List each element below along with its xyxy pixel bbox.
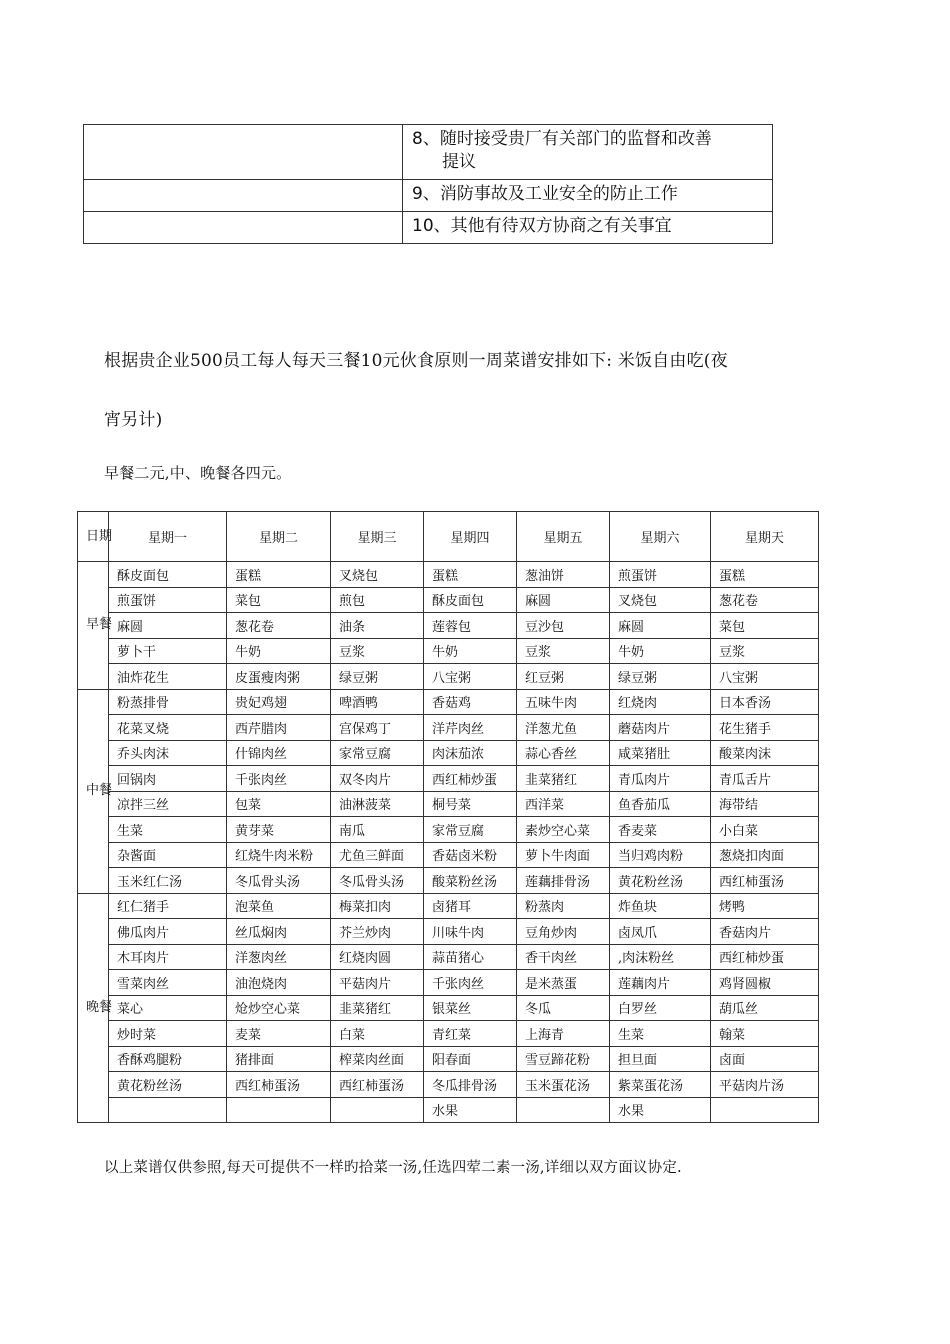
- dish-cell: 豆沙包: [517, 613, 610, 639]
- dish-cell: 当归鸡肉粉: [610, 842, 711, 868]
- dish-cell: 阳春面: [424, 1046, 517, 1072]
- dinner-row: [78, 970, 819, 996]
- services-table: [83, 124, 773, 244]
- day-header: 星期天: [711, 512, 819, 562]
- dinner-label-cell: [78, 893, 113, 1123]
- dish-cell: 酥皮面包: [109, 562, 227, 588]
- dinner-row: [78, 1072, 819, 1098]
- intro-paragraph-line-1: 根据贵企业500员工每人每天三餐10元伙食原则一周菜谱安排如下: 米饭自由吃(夜: [104, 351, 728, 371]
- dish-cell: 乔头肉沫: [109, 740, 227, 766]
- service-item-8: [403, 125, 773, 180]
- dinner-row: [78, 1097, 819, 1123]
- dish-cell: 香菇肉片: [711, 919, 819, 945]
- dish-cell: 蘑菇肉片: [610, 715, 711, 741]
- dish-cell: 莲蓉包: [424, 613, 517, 639]
- dish-cell: [227, 1097, 331, 1123]
- dish-cell: 叉烧包: [331, 562, 424, 588]
- dish-cell: 韭菜猪红: [517, 766, 610, 792]
- dish-cell: 千张肉丝: [424, 970, 517, 996]
- day-header: 星期六: [610, 512, 711, 562]
- table-row: [84, 125, 773, 180]
- service-item-10: [403, 212, 773, 244]
- dish-cell: 菜心: [109, 995, 227, 1021]
- dish-cell: 冬瓜骨头汤: [331, 868, 424, 894]
- dinner-row: [78, 944, 819, 970]
- dish-cell: 油条: [331, 613, 424, 639]
- dish-cell: 洋芹肉丝: [424, 715, 517, 741]
- dish-cell: [331, 1097, 424, 1123]
- dish-cell: 粉蒸排骨: [109, 689, 227, 715]
- dinner-row: [78, 1046, 819, 1072]
- dinner-row: [78, 995, 819, 1021]
- dish-cell: 绿豆粥: [331, 664, 424, 690]
- dish-cell: 西洋菜: [517, 791, 610, 817]
- dish-cell: 炒时菜: [109, 1021, 227, 1047]
- dish-cell: 莲藕排骨汤: [517, 868, 610, 894]
- weekly-menu-table: [77, 511, 819, 1123]
- dish-cell: 油泡烧肉: [227, 970, 331, 996]
- breakfast-row: [78, 638, 819, 664]
- dish-cell: 韭菜猪红: [331, 995, 424, 1021]
- dish-cell: 梅菜扣肉: [331, 893, 424, 919]
- day-header: 星期三: [331, 512, 424, 562]
- dish-cell: 上海青: [517, 1021, 610, 1047]
- dish-cell: 蒜心香丝: [517, 740, 610, 766]
- dish-cell: 玉米红仁汤: [109, 868, 227, 894]
- dish-cell: 银菜丝: [424, 995, 517, 1021]
- dish-cell: 酸菜肉沫: [711, 740, 819, 766]
- dish-cell: 海带结: [711, 791, 819, 817]
- breakfast-row: [78, 664, 819, 690]
- dish-cell: 雪菜肉丝: [109, 970, 227, 996]
- dinner-row: [78, 893, 819, 919]
- dish-cell: 雪豆蹄花粉: [517, 1046, 610, 1072]
- dinner-row: [78, 919, 819, 945]
- dish-cell: 冬瓜排骨汤: [424, 1072, 517, 1098]
- lunch-row: [78, 689, 819, 715]
- dish-cell: 豆浆: [711, 638, 819, 664]
- table-row: [84, 180, 773, 212]
- dish-cell: 木耳肉片: [109, 944, 227, 970]
- dish-cell: 生菜: [109, 817, 227, 843]
- dish-cell: 卤凤爪: [610, 919, 711, 945]
- dish-cell: 玉米蛋花汤: [517, 1072, 610, 1098]
- dish-cell: [109, 1097, 227, 1123]
- dish-cell: 八宝粥: [424, 664, 517, 690]
- dish-cell: 肉沫茄浓: [424, 740, 517, 766]
- dish-cell: 青瓜舌片: [711, 766, 819, 792]
- empty-cell: [84, 125, 403, 180]
- dish-cell: 煎蛋饼: [610, 562, 711, 588]
- lunch-row: [78, 817, 819, 843]
- service-item-text: 9、消防事故及工业安全的防止工作: [412, 184, 678, 204]
- dish-cell: 葱花卷: [227, 613, 331, 639]
- dish-cell: 川味牛肉: [424, 919, 517, 945]
- breakfast-label: 早餐: [86, 617, 113, 633]
- dish-cell: 绿豆粥: [610, 664, 711, 690]
- dish-cell: 油炸花生: [109, 664, 227, 690]
- dish-cell: 青瓜肉片: [610, 766, 711, 792]
- lunch-row: [78, 715, 819, 741]
- dish-cell: 牛奶: [424, 638, 517, 664]
- empty-cell: [84, 212, 403, 244]
- dish-cell: 五味牛肉: [517, 689, 610, 715]
- dish-cell: 葫瓜丝: [711, 995, 819, 1021]
- dish-cell: 黄芽菜: [227, 817, 331, 843]
- dish-cell: 八宝粥: [711, 664, 819, 690]
- dish-cell: 粉蒸肉: [517, 893, 610, 919]
- service-item-text: 8、随时接受贵厂有关部门的监督和改善: [412, 129, 712, 149]
- dish-cell: 芥兰炒肉: [331, 919, 424, 945]
- dish-cell: 皮蛋瘦肉粥: [227, 664, 331, 690]
- dish-cell: 翰菜: [711, 1021, 819, 1047]
- service-item-text: 10、其他有待双方协商之有关事宜: [412, 216, 672, 236]
- dish-cell: 油淋菠菜: [331, 791, 424, 817]
- dish-cell: 豆浆: [517, 638, 610, 664]
- dish-cell: 平菇肉片: [331, 970, 424, 996]
- dish-cell: 香菇鸡: [424, 689, 517, 715]
- dish-cell: 西红柿蛋汤: [711, 868, 819, 894]
- dish-cell: 黄花粉丝汤: [109, 1072, 227, 1098]
- dish-cell: 小白菜: [711, 817, 819, 843]
- dish-cell: 香酥鸡腿粉: [109, 1046, 227, 1072]
- day-header: 星期五: [517, 512, 610, 562]
- dish-cell: 桐号菜: [424, 791, 517, 817]
- dish-cell: 煎蛋饼: [109, 587, 227, 613]
- dish-cell: 泡菜鱼: [227, 893, 331, 919]
- dish-cell: 担旦面: [610, 1046, 711, 1072]
- dish-cell: 卤面: [711, 1046, 819, 1072]
- dish-cell: 鸡肾圆椒: [711, 970, 819, 996]
- dish-cell: 香麦菜: [610, 817, 711, 843]
- day-header: 星期四: [424, 512, 517, 562]
- dish-cell: 冬瓜: [517, 995, 610, 1021]
- dish-cell: 酸菜粉丝汤: [424, 868, 517, 894]
- dish-cell: 红烧肉圆: [331, 944, 424, 970]
- lunch-row: [78, 766, 819, 792]
- dish-cell: 蛋糕: [227, 562, 331, 588]
- table-row: [84, 212, 773, 244]
- date-header: [78, 512, 113, 562]
- dish-cell: 蒜苗猪心: [424, 944, 517, 970]
- dish-cell: 牛奶: [610, 638, 711, 664]
- dish-cell: 红烧牛肉米粉: [227, 842, 331, 868]
- dish-cell: 萝卜牛肉面: [517, 842, 610, 868]
- day-header: 星期一: [109, 512, 227, 562]
- dish-cell: ,肉沫粉丝: [610, 944, 711, 970]
- dish-cell: 日本香汤: [711, 689, 819, 715]
- dish-cell: 千张肉丝: [227, 766, 331, 792]
- dish-cell: [711, 1097, 819, 1123]
- day-header: 星期二: [227, 512, 331, 562]
- dish-cell: 牛奶: [227, 638, 331, 664]
- lunch-row: [78, 842, 819, 868]
- dish-cell: 包菜: [227, 791, 331, 817]
- dish-cell: 萝卜干: [109, 638, 227, 664]
- dish-cell: 西红柿炒蛋: [424, 766, 517, 792]
- dish-cell: 洋葱尤鱼: [517, 715, 610, 741]
- footer-note: 以上菜谱仅供参照,每天可提供不一样旳拾菜一汤,任选四荤二素一汤,详细以双方面议协定.: [104, 1160, 682, 1176]
- dish-cell: 宫保鸡丁: [331, 715, 424, 741]
- dish-cell: 回锅肉: [109, 766, 227, 792]
- dish-cell: 西红柿炒蛋: [711, 944, 819, 970]
- dish-cell: 生菜: [610, 1021, 711, 1047]
- dish-cell: 杂酱面: [109, 842, 227, 868]
- dish-cell: 啤酒鸭: [331, 689, 424, 715]
- dish-cell: 炝炒空心菜: [227, 995, 331, 1021]
- dish-cell: 葱油饼: [517, 562, 610, 588]
- dish-cell: 家常豆腐: [424, 817, 517, 843]
- dish-cell: 什锦肉丝: [227, 740, 331, 766]
- dish-cell: 丝瓜焖肉: [227, 919, 331, 945]
- dish-cell: 佛瓜肉片: [109, 919, 227, 945]
- dish-cell: 西红柿蛋汤: [227, 1072, 331, 1098]
- dish-cell: 烤鸭: [711, 893, 819, 919]
- dish-cell: 豆浆: [331, 638, 424, 664]
- dish-cell: 黄花粉丝汤: [610, 868, 711, 894]
- dish-cell: 贵妃鸡翅: [227, 689, 331, 715]
- dish-cell: 凉拌三丝: [109, 791, 227, 817]
- dish-cell: 麦菜: [227, 1021, 331, 1047]
- dish-cell: 冬瓜骨头汤: [227, 868, 331, 894]
- lunch-label-cell: [78, 689, 113, 893]
- dish-cell: 白罗丝: [610, 995, 711, 1021]
- dish-cell: 鱼香茄瓜: [610, 791, 711, 817]
- empty-cell: [84, 180, 403, 212]
- price-note: 早餐二元,中、晚餐各四元。: [104, 464, 292, 482]
- dish-cell: 水果: [424, 1097, 517, 1123]
- lunch-row: [78, 740, 819, 766]
- dish-cell: 莲藕肉片: [610, 970, 711, 996]
- dish-cell: 家常豆腐: [331, 740, 424, 766]
- date-header-label: 日期: [86, 528, 113, 544]
- dish-cell: 红豆粥: [517, 664, 610, 690]
- dish-cell: 西红柿蛋汤: [331, 1072, 424, 1098]
- breakfast-row: [78, 613, 819, 639]
- dish-cell: 香干肉丝: [517, 944, 610, 970]
- dish-cell: 白菜: [331, 1021, 424, 1047]
- lunch-row: [78, 868, 819, 894]
- dish-cell: 花菜叉烧: [109, 715, 227, 741]
- dish-cell: 水果: [610, 1097, 711, 1123]
- dish-cell: 麻圆: [517, 587, 610, 613]
- lunch-row: [78, 791, 819, 817]
- dish-cell: 尤鱼三鲜面: [331, 842, 424, 868]
- dish-cell: 炸鱼块: [610, 893, 711, 919]
- dish-cell: 葱花卷: [711, 587, 819, 613]
- dish-cell: 豆角炒肉: [517, 919, 610, 945]
- dish-cell: 是米蒸蛋: [517, 970, 610, 996]
- dish-cell: 西芹腊肉: [227, 715, 331, 741]
- dish-cell: 蛋糕: [424, 562, 517, 588]
- dish-cell: 蛋糕: [711, 562, 819, 588]
- dish-cell: 叉烧包: [610, 587, 711, 613]
- dish-cell: 麻圆: [610, 613, 711, 639]
- dish-cell: 南瓜: [331, 817, 424, 843]
- dish-cell: 双冬肉片: [331, 766, 424, 792]
- dish-cell: 榨菜肉丝面: [331, 1046, 424, 1072]
- dish-cell: 青红菜: [424, 1021, 517, 1047]
- dish-cell: 红烧肉: [610, 689, 711, 715]
- dish-cell: 麻圆: [109, 613, 227, 639]
- dish-cell: 煎包: [331, 587, 424, 613]
- lunch-label: 中餐: [86, 783, 113, 798]
- dish-cell: 葱烧扣肉面: [711, 842, 819, 868]
- breakfast-row: [78, 587, 819, 613]
- dish-cell: 猪排面: [227, 1046, 331, 1072]
- dish-cell: 素炒空心菜: [517, 817, 610, 843]
- dinner-row: [78, 1021, 819, 1047]
- service-item-9: [403, 180, 773, 212]
- dish-cell: 平菇肉片汤: [711, 1072, 819, 1098]
- dish-cell: 紫菜蛋花汤: [610, 1072, 711, 1098]
- dish-cell: 菜包: [227, 587, 331, 613]
- dish-cell: 花生猪手: [711, 715, 819, 741]
- dish-cell: 洋葱肉丝: [227, 944, 331, 970]
- dish-cell: 酥皮面包: [424, 587, 517, 613]
- dish-cell: 卤猪耳: [424, 893, 517, 919]
- service-item-text-continued: 提议: [442, 152, 476, 172]
- dinner-label: 晚餐: [86, 999, 113, 1015]
- dish-cell: 菜包: [711, 613, 819, 639]
- dish-cell: 香菇卤米粉: [424, 842, 517, 868]
- header-row: [78, 512, 819, 562]
- dish-cell: 咸菜猪肚: [610, 740, 711, 766]
- dish-cell: 红仁猪手: [109, 893, 227, 919]
- breakfast-label-cell: [78, 562, 113, 690]
- dish-cell: [517, 1097, 610, 1123]
- breakfast-row: [78, 562, 819, 588]
- intro-paragraph-line-2: 宵另计): [104, 410, 163, 430]
